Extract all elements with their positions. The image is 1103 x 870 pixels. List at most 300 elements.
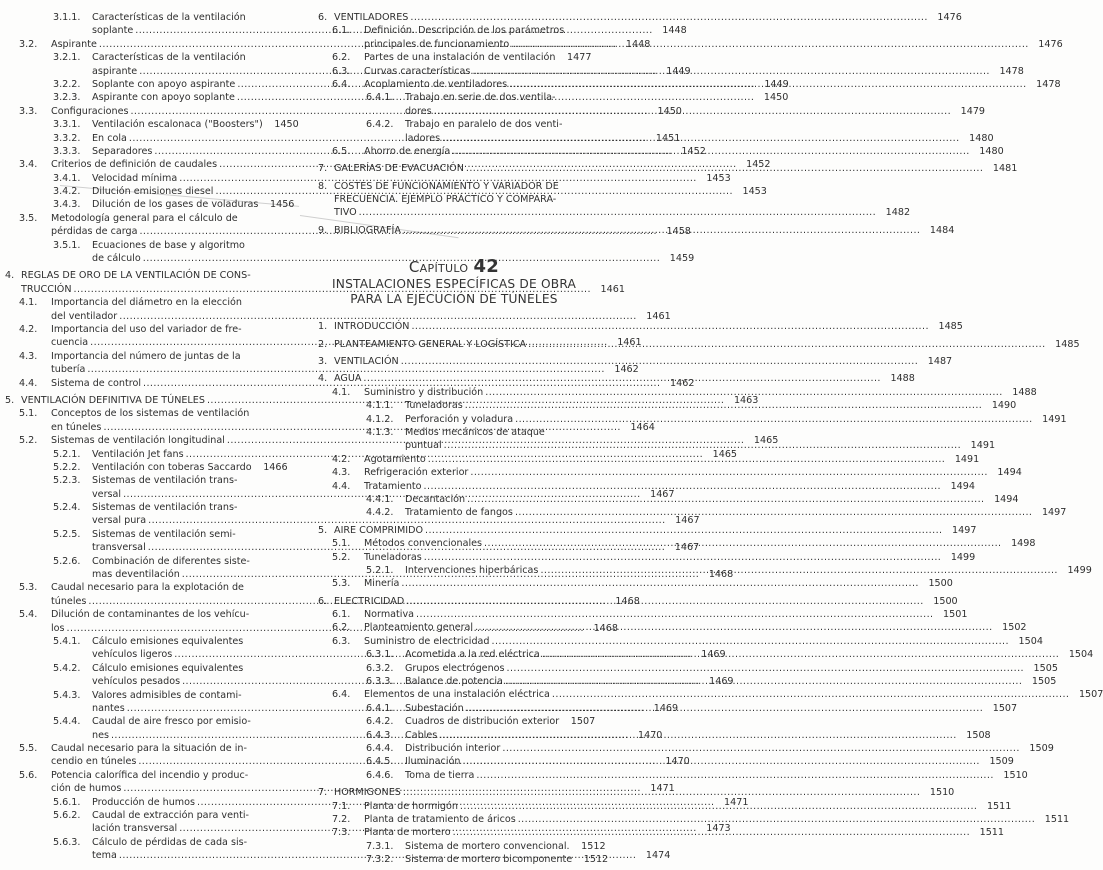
- toc-entry-line: [5, 269, 278, 282]
- section-number: 5.6.1.: [53, 796, 81, 808]
- toc-entry-line: [318, 320, 963, 333]
- section-title: En cola: [92, 132, 127, 144]
- section-number: 3.3.2.: [53, 132, 81, 144]
- section-number: 5.2.1.: [53, 448, 81, 460]
- page-number: 1465: [712, 448, 738, 460]
- section-title: soplante: [92, 25, 134, 37]
- page-number: 1474: [645, 850, 671, 862]
- section-number: 3.4.2.: [53, 186, 81, 198]
- section-title: mas deventilación: [92, 569, 180, 581]
- toc-entry-line: [332, 608, 968, 621]
- toc-entry-line: [53, 555, 278, 568]
- dot-leader: [518, 813, 1035, 826]
- toc-entry-line: [19, 310, 671, 323]
- indent-spacer: [19, 363, 51, 376]
- dot-leader: [466, 162, 983, 175]
- indent-spacer: [53, 849, 92, 862]
- section-number: 5.6.2.: [53, 810, 81, 822]
- section-number: 5.: [5, 394, 15, 406]
- section-number: 6.4.1.: [366, 702, 394, 714]
- toc-entry-line: [19, 363, 639, 376]
- toc-entry-line: [332, 480, 975, 493]
- dot-leader: [460, 800, 977, 813]
- section-title: Metodología general para el cálculo de: [51, 212, 238, 224]
- section-title: Valores admisibles de contami-: [92, 689, 242, 701]
- indent-spacer: [19, 782, 51, 795]
- dot-leader: [472, 65, 989, 78]
- section-title: Grupos electrógenos: [405, 662, 505, 674]
- toc-entry-line: [332, 51, 590, 64]
- dot-leader: [416, 608, 933, 621]
- page-number: 1498: [1011, 538, 1036, 550]
- section-title: Ventilación Jet fans: [92, 448, 184, 460]
- dot-leader: [502, 742, 1019, 755]
- toc-entry-line: [366, 413, 1067, 426]
- toc-entry[interactable]: [5, 239, 695, 266]
- dot-leader: [410, 11, 927, 24]
- dot-leader: [507, 662, 1024, 675]
- dot-leader: [444, 439, 961, 452]
- toc-entry-line: [366, 715, 596, 728]
- indent-spacer: [366, 132, 405, 145]
- indent-spacer: [53, 514, 92, 527]
- section-title: Planteamiento general: [364, 622, 474, 634]
- section-number: 3.3.1.: [53, 119, 81, 131]
- toc-entry-line: [19, 407, 278, 420]
- page-number: 1494: [950, 480, 975, 492]
- section-title: Caudal de aire fresco por emisio-: [92, 716, 251, 728]
- page-number: 1507: [1078, 689, 1103, 701]
- toc-entry-line: [53, 252, 695, 265]
- section-title: Caudal necesario para la situación de in-: [51, 743, 247, 755]
- toc-entry-line: [53, 461, 288, 474]
- section-number: 5.6.: [19, 769, 38, 781]
- section-number: 5.5.: [19, 743, 38, 755]
- section-number: 6.3.: [332, 65, 351, 77]
- section-number: 6.4.2.: [366, 716, 394, 728]
- page-number: 1461: [617, 337, 642, 349]
- section-number: 5.1.: [19, 408, 38, 420]
- section-title: Intervenciones hiperbáricas: [405, 564, 539, 576]
- section-title: Minería: [364, 578, 400, 590]
- section-number: 5.2.4.: [53, 502, 81, 514]
- toc-entry[interactable]: [318, 51, 590, 64]
- section-title: Iluminación: [405, 756, 461, 768]
- section-title: Potencia calorífica del incendio y produc-: [51, 769, 249, 781]
- toc-entry[interactable]: [318, 635, 1043, 648]
- page-number: 1510: [929, 787, 955, 799]
- section-number: 7.: [318, 787, 328, 799]
- section-number: 4.: [318, 373, 328, 385]
- page-number: 1494: [994, 493, 1019, 505]
- toc-entry[interactable]: [5, 172, 731, 185]
- toc-entry[interactable]: [5, 461, 288, 474]
- indent-spacer: [53, 252, 92, 265]
- section-title: Velocidad mínima: [92, 172, 178, 184]
- indent-spacer: [53, 729, 92, 742]
- toc-entry-line: [332, 466, 1022, 479]
- section-number: 5.1.: [332, 538, 351, 550]
- section-title: vehículos ligeros: [92, 649, 173, 661]
- toc-entry-line: [53, 809, 278, 822]
- toc-entry-line: [53, 198, 295, 211]
- page-number: 1509: [989, 756, 1014, 768]
- toc-entry[interactable]: [5, 118, 299, 131]
- section-number: 3.2.1.: [53, 52, 81, 64]
- dot-leader: [505, 675, 1022, 688]
- toc-entry-line: [366, 853, 609, 866]
- section-title: Aspirante con apoyo soplante: [92, 92, 235, 104]
- dot-leader: [434, 105, 951, 118]
- page-number: 1450: [274, 119, 299, 131]
- section-title: Criterios de definición de caudales: [51, 159, 218, 171]
- page-number: 1511: [986, 800, 1012, 812]
- toc-entry-line: [53, 239, 278, 252]
- toc-entry[interactable]: [318, 480, 975, 493]
- section-number: 4.: [5, 270, 15, 282]
- toc-entry[interactable]: [318, 577, 953, 590]
- toc-entry[interactable]: [318, 386, 1037, 399]
- section-number: 3.2.3.: [53, 92, 81, 104]
- toc-entry[interactable]: [318, 715, 596, 728]
- section-title: BIBLIOGRAFÍA: [334, 224, 401, 236]
- toc-entry-line: [53, 514, 700, 527]
- section-number: 4.2.: [332, 453, 351, 465]
- page-number: 1459: [669, 253, 695, 265]
- toc-entry[interactable]: [5, 198, 295, 211]
- section-title: versal pura: [92, 515, 147, 527]
- page-number: 1453: [742, 186, 767, 198]
- dot-leader: [401, 355, 918, 368]
- chapter-heading: [318, 257, 590, 306]
- page-number: 1501: [943, 609, 968, 621]
- indent-spacer: [366, 105, 405, 118]
- section-number: 6.4.4.: [366, 742, 394, 754]
- page-number: 1463: [733, 394, 759, 406]
- section-number: 3.2.: [19, 38, 38, 50]
- toc-entry-line: [19, 296, 278, 309]
- page-number: 1462: [614, 364, 639, 376]
- section-number: 6.4.2.: [366, 119, 394, 131]
- section-title: del ventilador: [51, 310, 118, 322]
- indent-spacer: [332, 38, 364, 51]
- page-number: 1450: [763, 92, 789, 104]
- toc-entry-line: [53, 662, 278, 675]
- toc-entry-line: [53, 474, 278, 487]
- section-title: AIRE COMPRIMIDO: [334, 524, 424, 536]
- section-title: Sistema de mortero bicomponente: [405, 854, 573, 866]
- section-title: principales de funcionamiento: [364, 38, 510, 50]
- toc-entry-line: [53, 172, 731, 185]
- page-number: 1485: [1055, 338, 1080, 350]
- section-title: cuencia: [51, 337, 89, 349]
- section-title: Ventilación escalonaca ("Boosters"): [92, 119, 263, 131]
- toc-entry-line: [19, 212, 278, 225]
- dot-leader: [509, 78, 1026, 91]
- page-number: 1511: [1044, 813, 1070, 825]
- indent-spacer: [19, 225, 51, 238]
- section-title: Dilución de contaminantes de los vehícu-: [51, 609, 250, 621]
- toc-entry[interactable]: [318, 662, 1058, 675]
- chapter-number-value: 42: [473, 256, 500, 278]
- indent-spacer: [19, 595, 51, 608]
- section-title: ELECTRICIDAD: [334, 595, 405, 607]
- section-number: 3.1.1.: [53, 12, 81, 23]
- section-number: 5.2.: [19, 435, 38, 447]
- dot-leader: [452, 145, 969, 158]
- section-title: dores: [405, 105, 432, 117]
- section-title: Soplante con apoyo aspirante: [92, 78, 236, 90]
- section-number: 5.4.3.: [53, 689, 81, 701]
- section-title: túneles: [51, 595, 87, 607]
- indent-spacer: [53, 488, 92, 501]
- section-number: 3.5.1.: [53, 239, 81, 251]
- page-number: 1467: [674, 542, 700, 554]
- section-number: 4.1.2.: [366, 413, 394, 425]
- section-title: aspirante: [92, 65, 138, 77]
- section-title: Cables: [405, 729, 438, 741]
- page-number: 1451: [655, 132, 681, 144]
- section-number: 3.4.3.: [53, 199, 81, 211]
- section-title: FRECUENCIA. EJEMPLO PRÁCTICO Y COMPARA-: [334, 194, 557, 206]
- section-number: 4.4.2.: [366, 507, 394, 519]
- toc-entry-line: [366, 769, 1028, 782]
- page-number: 1512: [581, 840, 606, 852]
- section-number: 6.2.: [332, 52, 351, 64]
- toc-entry-line: [318, 180, 590, 193]
- section-title: Ventilación con toberas Saccardo: [92, 461, 252, 473]
- page-number: 1480: [969, 132, 994, 144]
- page-number: 1508: [966, 729, 991, 741]
- toc-entry-line: [318, 193, 590, 206]
- section-title: VENTILADORES: [334, 12, 409, 23]
- section-number: 6.1.: [332, 25, 351, 37]
- section-title: nes: [92, 729, 109, 741]
- page-number: 1499: [950, 551, 976, 563]
- indent-spacer: [366, 439, 405, 452]
- page-number: 1466: [263, 461, 288, 473]
- section-number: 1.: [318, 321, 328, 333]
- indent-spacer: [53, 702, 92, 715]
- toc-entry-line: [366, 742, 1054, 755]
- section-title: Producción de humos: [92, 796, 196, 808]
- section-title: Balance de potencia: [405, 676, 503, 688]
- toc-entry-line: [53, 715, 278, 728]
- section-title: INTRODUCCIÓN: [334, 321, 410, 333]
- page-number: 1448: [625, 38, 651, 50]
- page-number: 1490: [991, 400, 1017, 412]
- toc-entry-line: [19, 742, 278, 755]
- section-title: Cálculo de pérdidas de cada sis-: [92, 836, 248, 848]
- toc-entry[interactable]: [318, 853, 609, 866]
- section-title: vehículos pesados: [92, 676, 181, 688]
- page-number: 1469: [653, 702, 679, 714]
- section-number: 7.2.: [332, 813, 351, 825]
- toc-entry[interactable]: [318, 320, 963, 333]
- section-number: 4.3.: [19, 350, 38, 362]
- section-title: los: [51, 622, 65, 634]
- section-title: de cálculo: [92, 253, 141, 265]
- toc-entry-line: [332, 688, 1103, 701]
- section-title: cendio en túneles: [51, 756, 137, 768]
- toc-entry[interactable]: [318, 742, 1054, 755]
- page-number: 1449: [764, 78, 789, 90]
- toc-entry[interactable]: [318, 813, 1070, 826]
- dot-leader: [476, 769, 993, 782]
- section-title: Características de la ventilación: [92, 52, 246, 64]
- page-number: 1468: [615, 595, 640, 607]
- toc-entry-line: [366, 840, 606, 853]
- toc-entry[interactable]: [318, 11, 962, 24]
- toc-entry[interactable]: [318, 413, 1067, 426]
- toc-entry-line: [332, 24, 590, 37]
- indent-spacer: [318, 193, 334, 206]
- section-title: Tuneladoras: [364, 551, 422, 563]
- section-title: Sistemas de ventilación longitudinal: [51, 435, 225, 447]
- section-number: 6.5.: [332, 145, 351, 157]
- toc-entry[interactable]: [318, 506, 1067, 519]
- toc-entry[interactable]: [318, 688, 1103, 701]
- toc-entry-line: [53, 11, 278, 24]
- section-number: 4.4.: [332, 480, 351, 492]
- section-title: Suministro de electricidad: [364, 635, 490, 647]
- page-number: 1468: [708, 569, 734, 581]
- toc-entry[interactable]: [318, 769, 1028, 782]
- page-number: 1456: [269, 199, 295, 211]
- section-number: 6.4.6.: [366, 769, 394, 781]
- section-number: 6.3.: [332, 635, 351, 647]
- dot-leader: [424, 551, 941, 564]
- indent-spacer: [53, 541, 92, 554]
- section-title: Sistema de mortero convencional.: [405, 840, 570, 852]
- dot-leader: [401, 577, 918, 590]
- section-number: 4.2.: [19, 323, 38, 335]
- section-title: puntual: [405, 440, 442, 452]
- toc-entry[interactable]: [318, 840, 606, 853]
- indent-spacer: [5, 283, 21, 296]
- section-title: Caudal necesario para la explotación de: [51, 582, 244, 594]
- section-title: TIVO: [334, 207, 357, 219]
- page-number: 1470: [638, 729, 663, 741]
- dot-leader: [403, 224, 920, 237]
- toc-entry-line: [366, 662, 1058, 675]
- page-number: 1453: [706, 172, 731, 184]
- dot-leader: [363, 372, 880, 385]
- section-title: Dilución de los gases de voladuras: [92, 199, 259, 211]
- section-number: 4.1.3.: [366, 426, 394, 438]
- toc-entry[interactable]: [318, 355, 953, 368]
- chapter-number: [318, 257, 590, 277]
- page-number: 1485: [938, 321, 963, 333]
- section-number: 7.1.: [332, 800, 351, 812]
- page-number: 1469: [701, 649, 726, 661]
- section-number: 3.3.3.: [53, 145, 81, 157]
- section-title: Sistemas de ventilación trans-: [92, 475, 238, 487]
- section-title: Acometida a la red eléctrica: [405, 649, 540, 661]
- section-title: Suministro y distribución: [364, 386, 484, 398]
- page-number: 1481: [992, 163, 1018, 175]
- section-title: Configuraciones: [51, 105, 129, 117]
- indent-spacer: [53, 24, 92, 37]
- toc-entry-line: [366, 506, 1067, 519]
- section-title: ción de humos: [51, 783, 122, 795]
- section-title: COSTES DE FUNCIONAMIENTO Y VARIADOR DE: [334, 180, 559, 192]
- toc-entry[interactable]: [318, 608, 968, 621]
- dot-leader: [470, 466, 987, 479]
- page-number: 1477: [567, 52, 592, 64]
- section-title: Conceptos de los sistemas de ventilación: [51, 408, 250, 420]
- section-title: Ecuaciones de base y algoritmo: [92, 239, 245, 251]
- section-title: Combinación de diferentes siste-: [92, 555, 250, 567]
- section-number: 6.4.: [332, 689, 351, 701]
- dot-leader: [411, 320, 928, 333]
- page-number: 1471: [724, 796, 749, 808]
- section-title: Importancia del diámetro en la elección: [51, 297, 242, 309]
- page-number: 1491: [1042, 413, 1067, 425]
- page-number: 1500: [933, 595, 958, 607]
- page-number: 1488: [1012, 386, 1037, 398]
- chapter-title-line: INSTALACIONES ESPECÍFICAS DE OBRA: [331, 277, 577, 292]
- section-number: 4.1.: [332, 386, 351, 398]
- page-number: 1462: [670, 377, 695, 389]
- section-title: TRUCCIÓN: [21, 283, 72, 295]
- dot-leader: [475, 621, 992, 634]
- section-title: Métodos convencionales: [364, 538, 483, 550]
- section-number: 4.1.1.: [366, 400, 394, 412]
- page-number: 1510: [1003, 769, 1028, 781]
- section-number: 3.3.: [19, 105, 38, 117]
- indent-spacer: [53, 65, 92, 78]
- page-number: 1479: [960, 105, 986, 117]
- toc-entry-line: [53, 635, 278, 648]
- toc-entry[interactable]: [318, 551, 976, 564]
- dot-leader: [552, 688, 1069, 701]
- section-number: 6.4.3.: [366, 729, 394, 741]
- section-number: 6.4.: [332, 78, 351, 90]
- section-number: 6.: [318, 595, 328, 607]
- section-number: 6.4.1.: [366, 92, 394, 104]
- section-number: 5.4.4.: [53, 716, 81, 728]
- page-number: 1458: [666, 226, 691, 238]
- indent-spacer: [19, 421, 51, 434]
- section-number: 5.2.6.: [53, 555, 81, 567]
- dot-leader: [453, 826, 970, 839]
- dot-leader: [492, 635, 1009, 648]
- section-title: Trabajo en serie de dos ventila-: [405, 92, 556, 104]
- toc-entry[interactable]: [318, 524, 977, 537]
- section-number: 5.4.2.: [53, 662, 81, 674]
- section-title: Refrigeración exterior: [364, 467, 469, 479]
- section-number: 5.4.1.: [53, 635, 81, 647]
- page-number: 1502: [1002, 622, 1027, 634]
- chapter-label: Capítulo: [408, 258, 469, 277]
- section-number: 3.: [318, 356, 328, 368]
- section-title: Cuadros de distribución exterior: [405, 716, 560, 728]
- toc-entry[interactable]: [318, 466, 1022, 479]
- page-number: 1467: [675, 515, 700, 527]
- section-number: 6.1.: [332, 609, 351, 621]
- dot-leader: [511, 38, 1028, 51]
- section-number: 4.3.: [332, 467, 351, 479]
- section-number: 5.2.: [332, 551, 351, 563]
- section-title: Sistemas de ventilación semi-: [92, 528, 236, 540]
- section-title: ladores: [405, 132, 441, 144]
- page-number: 1507: [992, 702, 1018, 714]
- dot-leader: [485, 386, 1002, 399]
- page-number: 1505: [1031, 676, 1057, 688]
- section-number: 6.4.5.: [366, 756, 394, 768]
- page-number: 1452: [681, 145, 706, 157]
